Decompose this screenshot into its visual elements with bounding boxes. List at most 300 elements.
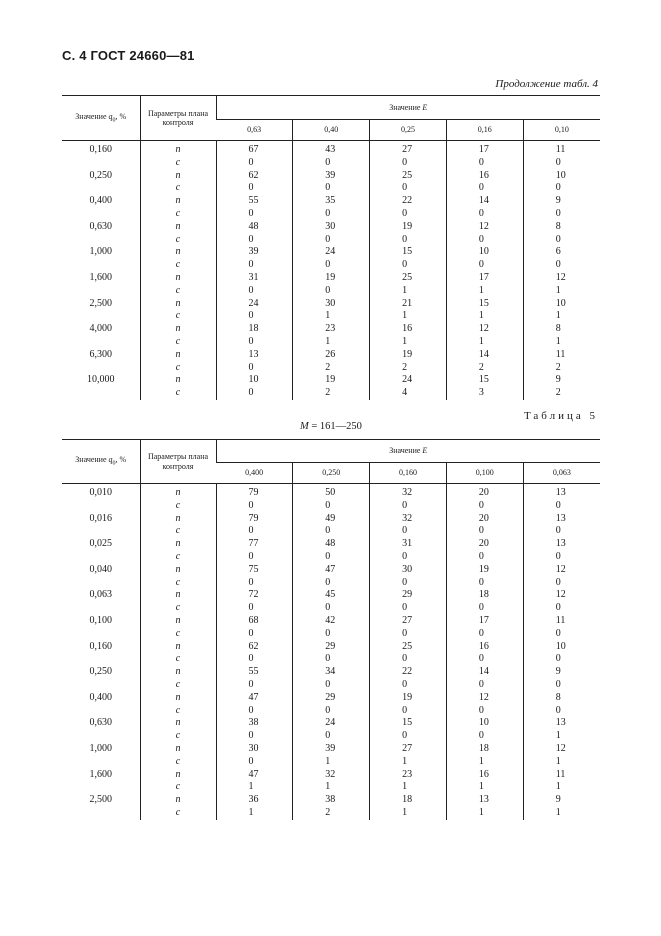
value-cell: 17 — [446, 272, 523, 285]
q-value-cell — [62, 756, 140, 769]
q-value-cell: 0,063 — [89, 589, 112, 601]
param-cell: n — [140, 246, 216, 259]
value-cell: 16 — [446, 641, 523, 654]
value-cell: 0 — [370, 182, 447, 195]
param-cell: n — [140, 769, 216, 782]
q-value-cell — [62, 259, 140, 272]
value-cell: 22 — [370, 195, 447, 208]
table-row — [62, 310, 600, 323]
value-cell: 0 — [446, 525, 523, 538]
value-cell: 15 — [446, 374, 523, 387]
value-cell: 0 — [523, 525, 600, 538]
value-cell: 0 — [523, 208, 600, 221]
value-cell: 4 — [370, 387, 447, 400]
q-value-cell: 0,630 — [89, 220, 112, 232]
q-value-cell: 0,025 — [89, 538, 112, 550]
value-cell: 1 — [523, 807, 600, 820]
value-cell: 19 — [293, 374, 370, 387]
value-cell: 0 — [446, 259, 523, 272]
value-cell: 0 — [370, 551, 447, 564]
value-cell: 24 — [370, 374, 447, 387]
value-cell: 27 — [370, 615, 447, 628]
table5-e-value-header: 0,063 — [523, 463, 600, 484]
value-cell: 0 — [293, 679, 370, 692]
q-value-cell — [62, 157, 140, 170]
param-cell: c — [140, 628, 216, 641]
value-cell: 0 — [446, 500, 523, 513]
value-cell: 1 — [523, 730, 600, 743]
value-cell: 34 — [293, 666, 370, 679]
value-cell: 18 — [446, 589, 523, 602]
table-row — [62, 653, 600, 666]
q-value-cell — [62, 628, 140, 641]
value-cell: 0 — [293, 602, 370, 615]
table-row — [62, 157, 600, 170]
param-cell: n — [140, 564, 216, 577]
param-cell: c — [140, 157, 216, 170]
value-cell: 62 — [216, 170, 293, 183]
table-row — [62, 484, 600, 500]
value-cell: 9 — [523, 666, 600, 679]
value-cell: 0 — [446, 234, 523, 247]
q-value-cell — [62, 310, 140, 323]
param-cell: c — [140, 551, 216, 564]
q-value-cell — [62, 336, 140, 349]
value-cell: 0 — [370, 208, 447, 221]
value-cell: 0 — [216, 387, 293, 400]
q-value-cell: 1,000 — [89, 742, 112, 754]
q-value-cell: 6,300 — [89, 348, 112, 360]
value-cell: 1 — [523, 285, 600, 298]
q-value-cell — [62, 525, 140, 538]
value-cell: 1 — [446, 336, 523, 349]
value-cell: 10 — [523, 641, 600, 654]
table-row — [62, 208, 600, 221]
value-cell: 0 — [293, 208, 370, 221]
table-row — [62, 743, 600, 756]
value-cell: 0 — [216, 628, 293, 641]
q-value-cell: 0,400 — [89, 195, 112, 207]
value-cell: 1 — [370, 336, 447, 349]
table-row — [62, 538, 600, 551]
value-cell: 0 — [446, 602, 523, 615]
param-cell: c — [140, 208, 216, 221]
value-cell: 0 — [370, 525, 447, 538]
table5-e-value-header: 0,400 — [216, 463, 293, 484]
q-value-cell — [62, 387, 140, 400]
value-cell: 13 — [523, 717, 600, 730]
value-cell: 1 — [293, 781, 370, 794]
value-cell: 32 — [293, 769, 370, 782]
value-cell: 1 — [370, 756, 447, 769]
value-cell: 0 — [370, 653, 447, 666]
value-cell: 39 — [293, 743, 370, 756]
table-row — [62, 374, 600, 387]
value-cell: 0 — [523, 182, 600, 195]
table-row — [62, 500, 600, 513]
value-cell: 25 — [370, 641, 447, 654]
q-value-cell — [62, 679, 140, 692]
param-cell: n — [140, 298, 216, 311]
value-cell: 0 — [293, 234, 370, 247]
value-cell: 0 — [370, 234, 447, 247]
value-cell: 21 — [370, 298, 447, 311]
value-cell: 26 — [293, 349, 370, 362]
table4-e-value-header: 0,16 — [446, 120, 523, 141]
table-row — [62, 730, 600, 743]
value-cell: 0 — [293, 577, 370, 590]
param-cell: n — [140, 743, 216, 756]
value-cell: 0 — [446, 730, 523, 743]
table-row — [62, 628, 600, 641]
value-cell: 32 — [370, 484, 447, 500]
value-cell: 72 — [216, 589, 293, 602]
value-cell: 1 — [293, 756, 370, 769]
param-cell: n — [140, 170, 216, 183]
value-cell: 0 — [216, 679, 293, 692]
value-cell: 2 — [293, 362, 370, 375]
value-cell: 0 — [216, 285, 293, 298]
table-row — [62, 285, 600, 298]
table-row — [62, 234, 600, 247]
value-cell: 77 — [216, 538, 293, 551]
q-value-cell: 10,000 — [87, 374, 115, 386]
param-cell: n — [140, 692, 216, 705]
value-cell: 31 — [216, 272, 293, 285]
value-cell: 1 — [370, 781, 447, 794]
value-cell: 10 — [523, 170, 600, 183]
value-cell: 0 — [523, 602, 600, 615]
table5-header-q: Значение $q_0$, % — [62, 440, 140, 484]
value-cell: 24 — [216, 298, 293, 311]
value-cell: 0 — [293, 653, 370, 666]
value-cell: 1 — [446, 756, 523, 769]
table5-title: Таблица 5 — [523, 410, 598, 422]
value-cell: 19 — [370, 692, 447, 705]
table-row — [62, 705, 600, 718]
q-value-cell: 0,630 — [89, 717, 112, 729]
param-cell: c — [140, 285, 216, 298]
value-cell: 32 — [370, 513, 447, 526]
table4-header-params: Параметры плана контроля — [140, 96, 216, 141]
value-cell: 0 — [216, 362, 293, 375]
value-cell: 0 — [446, 705, 523, 718]
value-cell: 10 — [523, 298, 600, 311]
value-cell: 1 — [523, 336, 600, 349]
value-cell: 27 — [370, 141, 447, 157]
value-cell: 49 — [293, 513, 370, 526]
value-cell: 11 — [523, 769, 600, 782]
value-cell: 0 — [446, 208, 523, 221]
value-cell: 2 — [446, 362, 523, 375]
value-cell: 43 — [293, 141, 370, 157]
value-cell: 0 — [523, 577, 600, 590]
param-cell: n — [140, 717, 216, 730]
value-cell: 0 — [216, 336, 293, 349]
table-row — [62, 141, 600, 157]
value-cell: 3 — [446, 387, 523, 400]
value-cell: 12 — [523, 564, 600, 577]
value-cell: 0 — [216, 234, 293, 247]
value-cell: 10 — [446, 717, 523, 730]
value-cell: 25 — [370, 170, 447, 183]
param-cell: c — [140, 679, 216, 692]
value-cell: 11 — [523, 349, 600, 362]
param-cell: c — [140, 234, 216, 247]
value-cell: 15 — [370, 246, 447, 259]
value-cell: 0 — [370, 628, 447, 641]
table4-header-e-group: Значение E — [216, 96, 600, 120]
value-cell: 0 — [370, 500, 447, 513]
value-cell: 0 — [370, 705, 447, 718]
value-cell: 0 — [523, 653, 600, 666]
value-cell: 25 — [370, 272, 447, 285]
table-row — [62, 589, 600, 602]
value-cell: 55 — [216, 666, 293, 679]
value-cell: 0 — [370, 577, 447, 590]
table4-e-value-header: 0,25 — [370, 120, 447, 141]
value-cell: 2 — [293, 807, 370, 820]
value-cell: 2 — [523, 387, 600, 400]
value-cell: 31 — [370, 538, 447, 551]
value-cell: 16 — [446, 769, 523, 782]
value-cell: 27 — [370, 743, 447, 756]
param-cell: c — [140, 362, 216, 375]
q-value-cell: 2,500 — [89, 794, 112, 806]
value-cell: 20 — [446, 513, 523, 526]
value-cell: 13 — [523, 513, 600, 526]
value-cell: 11 — [523, 141, 600, 157]
table-row — [62, 551, 600, 564]
table-row — [62, 807, 600, 820]
q-value-cell — [62, 500, 140, 513]
q-value-cell — [62, 182, 140, 195]
value-cell: 48 — [216, 221, 293, 234]
value-cell: 0 — [293, 157, 370, 170]
value-cell: 0 — [523, 705, 600, 718]
value-cell: 0 — [216, 653, 293, 666]
q-value-cell: 1,000 — [89, 246, 112, 258]
value-cell: 0 — [446, 653, 523, 666]
table4-e-value-header: 0,10 — [523, 120, 600, 141]
value-cell: 30 — [216, 743, 293, 756]
value-cell: 0 — [446, 577, 523, 590]
value-cell: 48 — [293, 538, 370, 551]
table4-continuation-caption: Продолжение табл. 4 — [495, 78, 598, 90]
param-cell: n — [140, 195, 216, 208]
value-cell: 8 — [523, 692, 600, 705]
value-cell: 19 — [370, 349, 447, 362]
value-cell: 0 — [216, 577, 293, 590]
value-cell: 0 — [446, 182, 523, 195]
table-row — [62, 336, 600, 349]
value-cell: 9 — [523, 794, 600, 807]
table5 — [62, 439, 600, 820]
q-value-cell: 0,250 — [89, 169, 112, 181]
value-cell: 2 — [523, 362, 600, 375]
param-cell: c — [140, 182, 216, 195]
value-cell: 13 — [523, 484, 600, 500]
table5-e-value-header: 0,250 — [293, 463, 370, 484]
value-cell: 0 — [523, 259, 600, 272]
value-cell: 18 — [370, 794, 447, 807]
table-row — [62, 298, 600, 311]
value-cell: 0 — [216, 310, 293, 323]
value-cell: 0 — [523, 628, 600, 641]
value-cell: 0 — [293, 285, 370, 298]
value-cell: 0 — [446, 157, 523, 170]
value-cell: 35 — [293, 195, 370, 208]
table-row — [62, 602, 600, 615]
value-cell: 1 — [523, 781, 600, 794]
table5-e-value-header: 0,100 — [446, 463, 523, 484]
table-row — [62, 387, 600, 400]
param-cell: c — [140, 653, 216, 666]
value-cell: 20 — [446, 538, 523, 551]
value-cell: 12 — [446, 323, 523, 336]
value-cell: 0 — [370, 730, 447, 743]
q-value-cell — [62, 602, 140, 615]
param-cell: n — [140, 666, 216, 679]
table-row — [62, 794, 600, 807]
value-cell: 17 — [446, 141, 523, 157]
value-cell: 0 — [293, 628, 370, 641]
value-cell: 75 — [216, 564, 293, 577]
value-cell: 2 — [293, 387, 370, 400]
value-cell: 23 — [370, 769, 447, 782]
value-cell: 22 — [370, 666, 447, 679]
value-cell: 0 — [370, 602, 447, 615]
table-row — [62, 259, 600, 272]
q-value-cell: 2,500 — [89, 297, 112, 309]
table5-e-value-header: 0,160 — [370, 463, 447, 484]
param-cell: n — [140, 141, 216, 157]
q-value-cell: 0,250 — [89, 666, 112, 678]
value-cell: 0 — [370, 679, 447, 692]
table-row — [62, 323, 600, 336]
value-cell: 0 — [216, 208, 293, 221]
value-cell: 50 — [293, 484, 370, 500]
q-value-cell — [62, 285, 140, 298]
param-cell: c — [140, 259, 216, 272]
value-cell: 0 — [446, 679, 523, 692]
q-value-cell — [62, 577, 140, 590]
param-cell: c — [140, 730, 216, 743]
value-cell: 2 — [370, 362, 447, 375]
value-cell: 0 — [216, 182, 293, 195]
table-row — [62, 692, 600, 705]
value-cell: 24 — [293, 246, 370, 259]
value-cell: 23 — [293, 323, 370, 336]
value-cell: 38 — [216, 717, 293, 730]
param-cell: n — [140, 272, 216, 285]
value-cell: 0 — [216, 259, 293, 272]
param-cell: n — [140, 641, 216, 654]
table4-e-value-header: 0,40 — [293, 120, 370, 141]
param-cell: n — [140, 484, 216, 500]
param-cell: c — [140, 602, 216, 615]
value-cell: 79 — [216, 484, 293, 500]
value-cell: 1 — [523, 310, 600, 323]
value-cell: 0 — [293, 259, 370, 272]
value-cell: 19 — [293, 272, 370, 285]
value-cell: 1 — [370, 310, 447, 323]
param-cell: n — [140, 221, 216, 234]
table-row — [62, 195, 600, 208]
q-value-cell — [62, 730, 140, 743]
value-cell: 13 — [446, 794, 523, 807]
value-cell: 0 — [216, 705, 293, 718]
value-cell: 1 — [446, 781, 523, 794]
value-cell: 1 — [370, 285, 447, 298]
param-cell: c — [140, 387, 216, 400]
table4 — [62, 95, 600, 400]
value-cell: 12 — [523, 743, 600, 756]
value-cell: 15 — [370, 717, 447, 730]
q-value-cell: 0,016 — [89, 512, 112, 524]
table-row — [62, 246, 600, 259]
value-cell: 14 — [446, 349, 523, 362]
value-cell: 1 — [446, 310, 523, 323]
q-value-cell — [62, 362, 140, 375]
value-cell: 14 — [446, 666, 523, 679]
table-row — [62, 362, 600, 375]
value-cell: 0 — [293, 705, 370, 718]
value-cell: 67 — [216, 141, 293, 157]
table-row — [62, 666, 600, 679]
value-cell: 15 — [446, 298, 523, 311]
q-value-cell: 0,400 — [89, 691, 112, 703]
value-cell: 0 — [523, 551, 600, 564]
value-cell: 6 — [523, 246, 600, 259]
value-cell: 0 — [216, 756, 293, 769]
q-value-cell: 4,000 — [89, 323, 112, 335]
value-cell: 29 — [293, 641, 370, 654]
value-cell: 0 — [293, 525, 370, 538]
table-row — [62, 577, 600, 590]
value-cell: 39 — [293, 170, 370, 183]
table4-body — [62, 141, 600, 400]
value-cell: 12 — [523, 272, 600, 285]
value-cell: 0 — [370, 157, 447, 170]
table-row — [62, 756, 600, 769]
param-cell: c — [140, 577, 216, 590]
value-cell: 0 — [216, 602, 293, 615]
value-cell: 39 — [216, 246, 293, 259]
value-cell: 29 — [370, 589, 447, 602]
value-cell: 30 — [370, 564, 447, 577]
table-row — [62, 170, 600, 183]
table-row — [62, 513, 600, 526]
value-cell: 17 — [446, 615, 523, 628]
value-cell: 47 — [216, 692, 293, 705]
value-cell: 11 — [523, 615, 600, 628]
value-cell: 10 — [216, 374, 293, 387]
value-cell: 47 — [216, 769, 293, 782]
q-value-cell — [62, 653, 140, 666]
value-cell: 0 — [293, 551, 370, 564]
table-row — [62, 781, 600, 794]
q-value-cell — [62, 551, 140, 564]
value-cell: 55 — [216, 195, 293, 208]
q-value-cell — [62, 705, 140, 718]
table-row — [62, 679, 600, 692]
value-cell: 1 — [370, 807, 447, 820]
param-cell: n — [140, 513, 216, 526]
value-cell: 29 — [293, 692, 370, 705]
value-cell: 1 — [293, 310, 370, 323]
value-cell: 36 — [216, 794, 293, 807]
